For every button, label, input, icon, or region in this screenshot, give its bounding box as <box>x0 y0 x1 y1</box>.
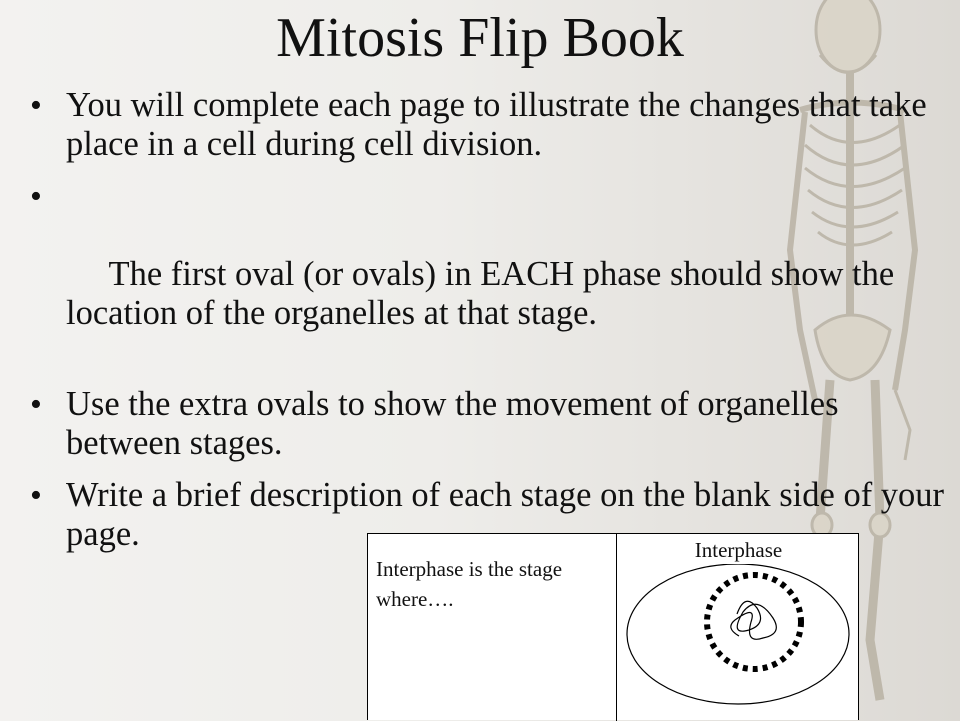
bullet-text: Use the extra ovals to show the movement of organelles between stages. <box>66 385 839 462</box>
cell-membrane-oval <box>627 564 849 704</box>
description-text: Interphase is the stage where…. <box>376 557 563 611</box>
bullet-item <box>24 86 954 164</box>
bullet-list <box>24 86 954 567</box>
bullet-symbol: • <box>30 386 42 423</box>
bullet-item <box>24 177 954 372</box>
chromatin-squiggle <box>731 601 777 639</box>
bullet-text: The first oval (or ovals) in EACH phase should show the location of the organelles at that stage. <box>66 255 903 332</box>
bullet-symbol: • <box>30 87 42 124</box>
bullet-text: Write a brief description of each stage on the blank side of your page. <box>66 476 945 553</box>
bullet-item <box>24 385 954 463</box>
nucleus-dotted-circle <box>707 575 801 669</box>
cell-oval-diagram <box>617 564 860 721</box>
bullet-symbol: • <box>30 477 42 514</box>
bullet-symbol: • <box>30 178 42 215</box>
bullet-text: You will complete each page to illustrate the changes that take place in a cell during cell division. <box>66 86 927 163</box>
flip-book-page-example <box>367 533 859 720</box>
slide-title: Mitosis Flip Book <box>276 7 684 69</box>
phase-title: Interphase <box>694 538 783 562</box>
